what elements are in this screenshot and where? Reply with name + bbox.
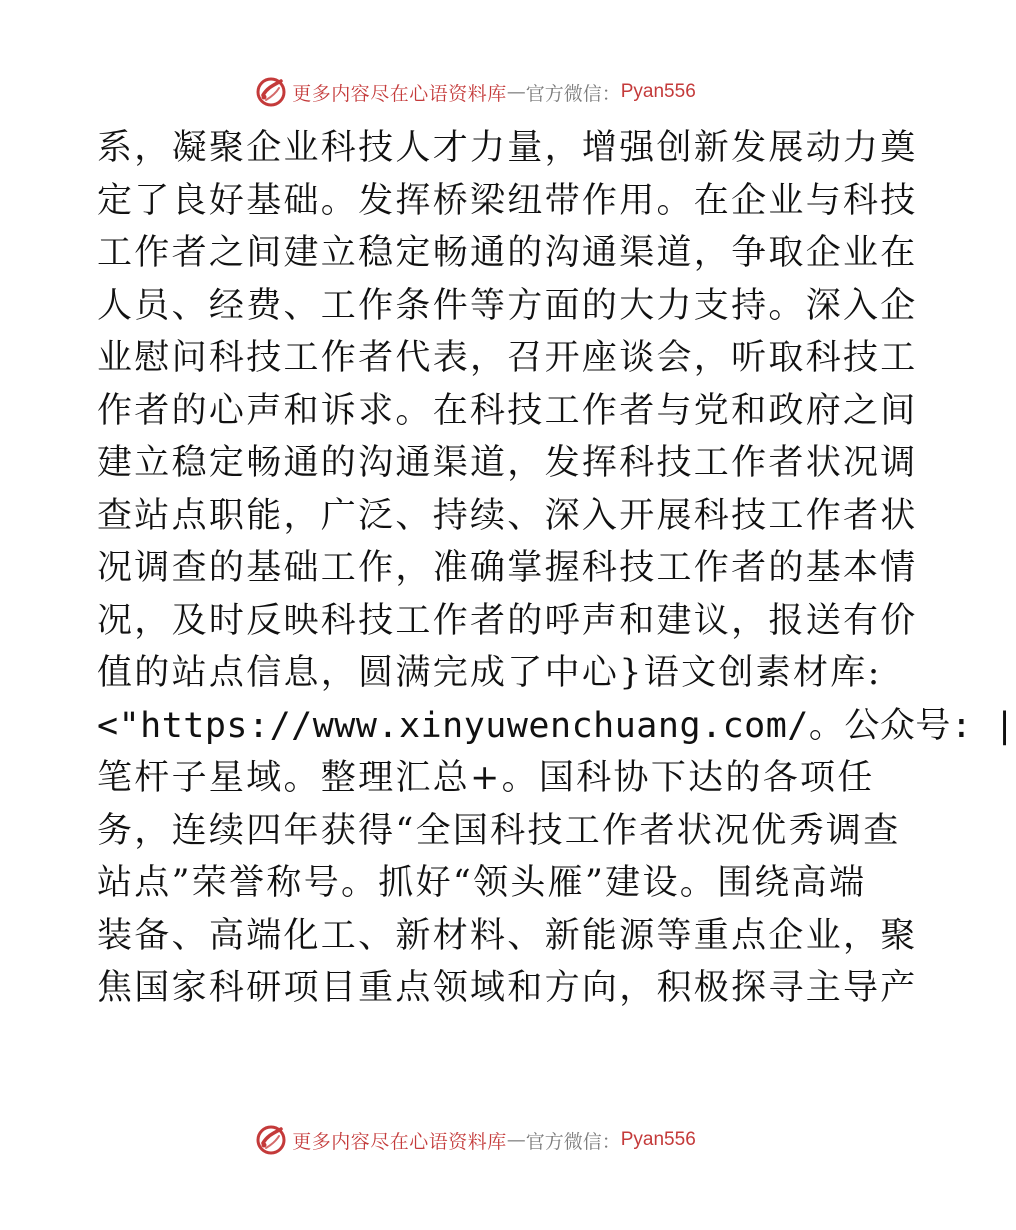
body-line: 焦国家科研项目重点领域和方向，积极探寻主导产 — [97, 968, 918, 1008]
body-line: 业慰问科技工作者代表，召开座谈会，听取科技工 — [97, 338, 918, 378]
footer-wechat-id: Pyan556 — [620, 1129, 696, 1150]
body-line: 系，凝聚企业科技人才力量，增强创新发展动力奠 — [97, 128, 918, 168]
body-line: 况调查的基础工作，准确掌握科技工作者的基本情 — [97, 548, 918, 588]
footer-brand-text: 更多内容尽在心语资料库 — [292, 1130, 507, 1153]
body-line: 作者的心声和诉求。在科技工作者与党和政府之间 — [97, 390, 918, 431]
ink-brush-logo-icon — [254, 1123, 288, 1157]
body-line: 值的站点信息，圆满完成了中心}语文创素材库: — [97, 653, 882, 693]
body-line: 人员、经费、工作条件等方面的大力支持。深入企 — [97, 285, 918, 326]
header-separator: — — [506, 81, 526, 103]
body-line: 装备、高端化工、新材料、新能源等重点企业，聚 — [97, 915, 918, 956]
body-line: 查站点职能，广泛、持续、深入开展科技工作者状 — [97, 495, 918, 536]
footer-banner — [0, 1120, 950, 1160]
footer-separator: — — [506, 1129, 526, 1151]
body-text — [97, 122, 1016, 1015]
body-line: 定了良好基础。发挥桥梁纽带作用。在企业与科技 — [97, 180, 918, 221]
body-line: 笔杆子星域。整理汇总+。国科协下达的各项任 — [97, 758, 875, 798]
body-line: 站点”荣誉称号。抓好“领头雁”建设。围绕高端 — [97, 863, 867, 903]
header-wechat-label: 官方微信： — [525, 82, 621, 105]
body-line: 建立稳定畅通的沟通渠道，发挥科技工作者状况调 — [97, 443, 918, 483]
body-line: 工作者之间建立稳定畅通的沟通渠道，争取企业在 — [97, 233, 918, 273]
header-wechat-id: Pyan556 — [620, 81, 696, 102]
body-line-url: <"https://www.xinyuwenchuang.com/。公众号: | — [97, 705, 1016, 746]
body-line: 务，连续四年获得“全国科技工作者状况优秀调查 — [97, 810, 901, 851]
header-brand-text: 更多内容尽在心语资料库 — [292, 82, 507, 105]
body-line: 况，及时反映科技工作者的呼声和建议，报送有价 — [97, 600, 918, 641]
header-banner — [0, 72, 950, 112]
footer-wechat-label: 官方微信： — [525, 1130, 621, 1153]
ink-brush-logo-icon — [254, 75, 288, 109]
